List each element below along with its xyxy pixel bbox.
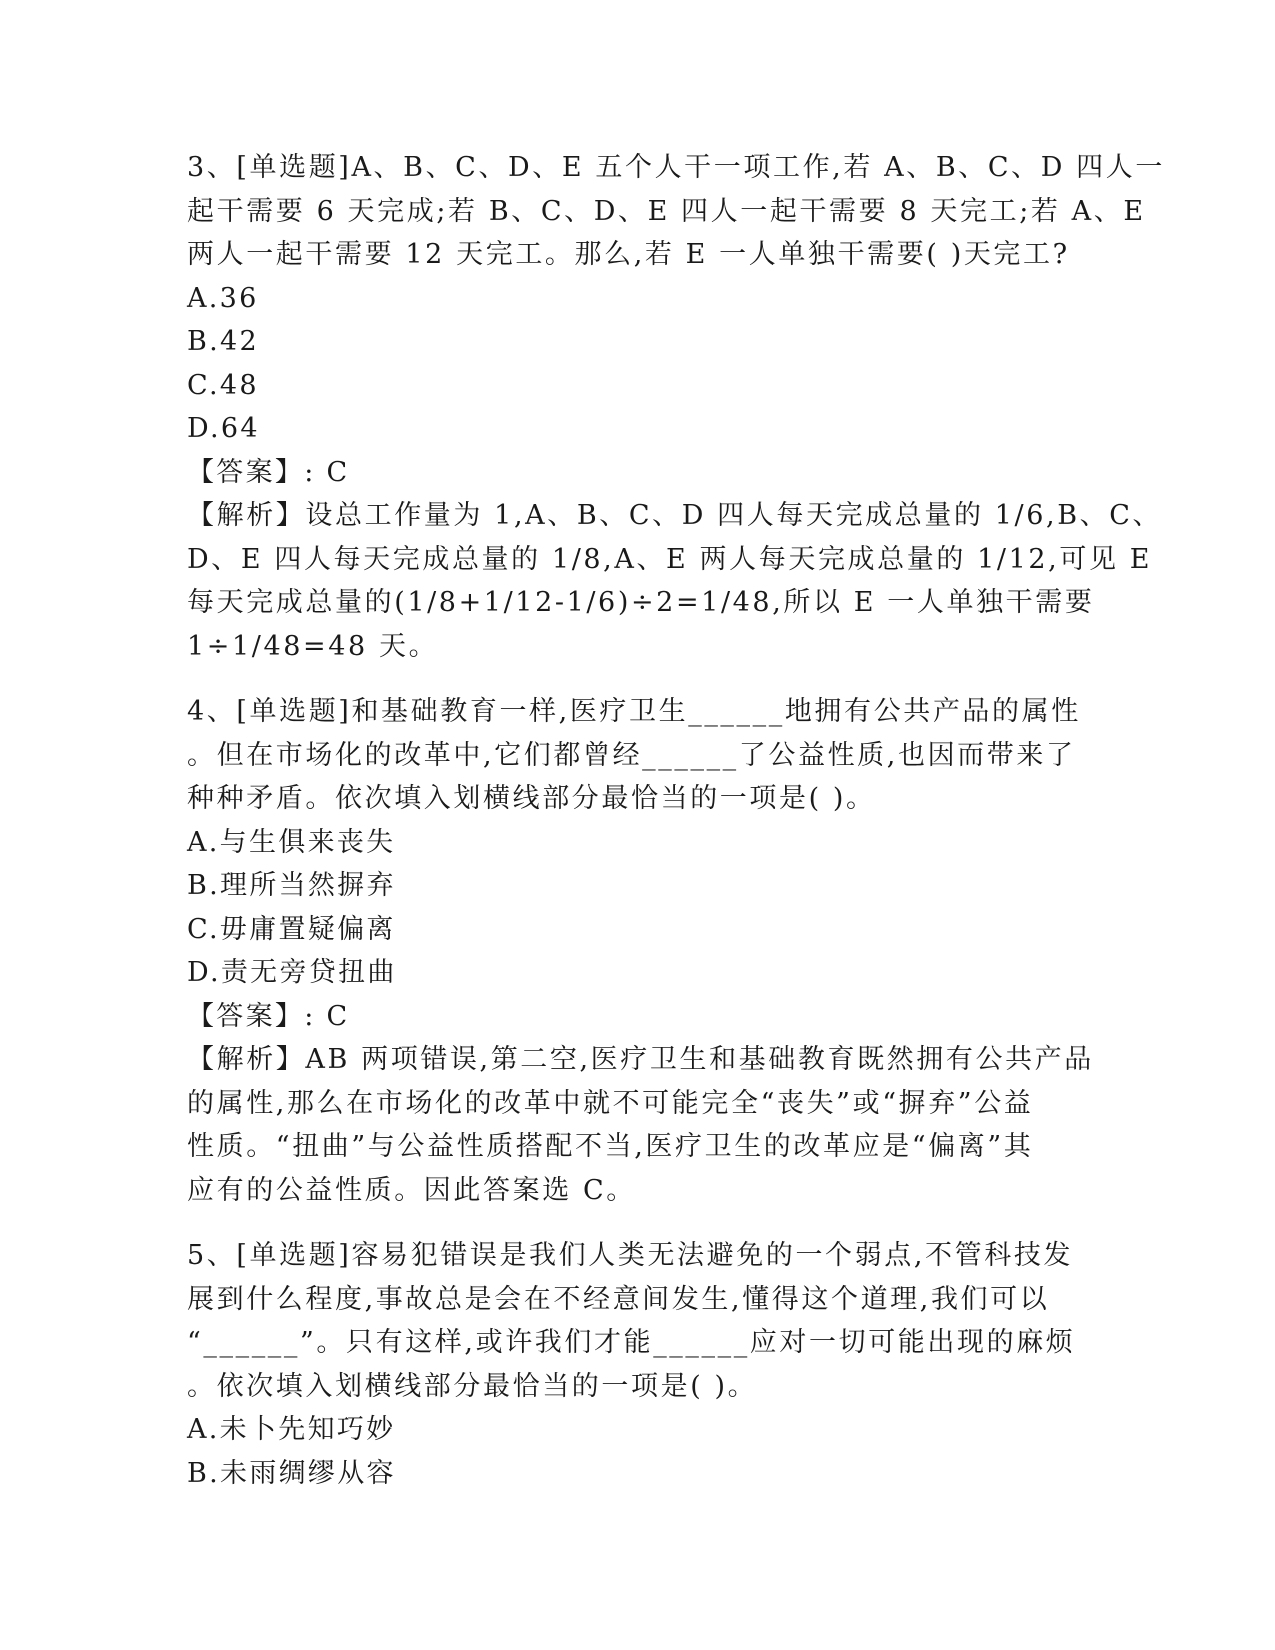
analysis-line: 应有的公益性质。因此答案选 C。 xyxy=(187,1174,636,1206)
question-stem xyxy=(187,690,1087,821)
stem-line: 种种矛盾。依次填入划横线部分最恰当的一项是( )。 xyxy=(187,783,876,814)
option-b: B.未雨绸缪从容 xyxy=(187,1457,396,1489)
stem-line: “______”。只有这样,或许我们才能______应对一切可能出现的麻烦 xyxy=(187,1327,1076,1358)
question-5 xyxy=(187,1234,1087,1495)
option-b: B.理所当然摒弃 xyxy=(187,870,396,901)
stem-line: 3、[单选题]A、B、C、D、E 五个人干一项工作,若 A、B、C、D 四人一 xyxy=(187,152,1165,183)
document-page xyxy=(187,146,1165,1495)
stem-line: 展到什么程度,事故总是会在不经意间发生,懂得这个道理,我们可以 xyxy=(187,1283,1050,1315)
analysis-line: 【解析】设总工作量为 1,A、B、C、D 四人每天完成总量的 1/6,B、C、 xyxy=(187,500,1163,531)
analysis-line: 1÷1/48=48 天。 xyxy=(187,630,439,662)
stem-line: 。依次填入划横线部分最恰当的一项是( )。 xyxy=(187,1370,758,1402)
answer: 【答案】: C xyxy=(187,1000,350,1032)
question-4 xyxy=(187,690,1094,1212)
option-a: A.36 xyxy=(187,282,259,314)
question-stem xyxy=(187,1234,1087,1408)
stem-line: 起干需要 6 天完成;若 B、C、D、E 四人一起干需要 8 天完工;若 A、E xyxy=(187,195,1146,227)
analysis xyxy=(187,1038,1094,1212)
option-list xyxy=(187,1408,1087,1495)
analysis-line: 性质。“扭曲”与公益性质搭配不当,医疗卫生的改革应是“偏离”其 xyxy=(187,1131,1034,1162)
option-c: C.毋庸置疑偏离 xyxy=(187,913,396,945)
option-c: C.48 xyxy=(187,369,259,401)
option-a: A.与生俱来丧失 xyxy=(187,826,396,858)
stem-line: 两人一起干需要 12 天完工。那么,若 E 一人单独干需要( )天完工? xyxy=(187,239,1070,270)
option-b: B.42 xyxy=(187,326,259,357)
stem-line: 4、[单选题]和基础教育一样,医疗卫生______地拥有公共产品的属性 xyxy=(187,696,1081,727)
answer: 【答案】: C xyxy=(187,456,350,488)
analysis-line: D、E 四人每天完成总量的 1/8,A、E 两人每天完成总量的 1/12,可见 E xyxy=(187,543,1153,575)
analysis xyxy=(187,494,1163,668)
analysis-line: 每天完成总量的(1/8+1/12-1/6)÷2=1/48,所以 E 一人单独干需要 xyxy=(187,587,1095,618)
analysis-line: 的属性,那么在市场化的改革中就不可能完全“丧失”或“摒弃”公益 xyxy=(187,1087,1034,1119)
option-d: D.责无旁贷扭曲 xyxy=(187,957,397,988)
question-3 xyxy=(187,146,1165,668)
analysis-line: 【解析】AB 两项错误,第二空,医疗卫生和基础教育既然拥有公共产品 xyxy=(187,1044,1094,1075)
stem-line: 。但在市场化的改革中,它们都曾经______了公益性质,也因而带来了 xyxy=(187,739,1076,771)
option-list xyxy=(187,277,1087,451)
option-a: A.未卜先知巧妙 xyxy=(187,1414,396,1445)
question-stem xyxy=(187,146,1165,277)
stem-line: 5、[单选题]容易犯错误是我们人类无法避免的一个弱点,不管科技发 xyxy=(187,1240,1074,1271)
option-list xyxy=(187,821,1087,995)
option-d: D.64 xyxy=(187,413,260,444)
